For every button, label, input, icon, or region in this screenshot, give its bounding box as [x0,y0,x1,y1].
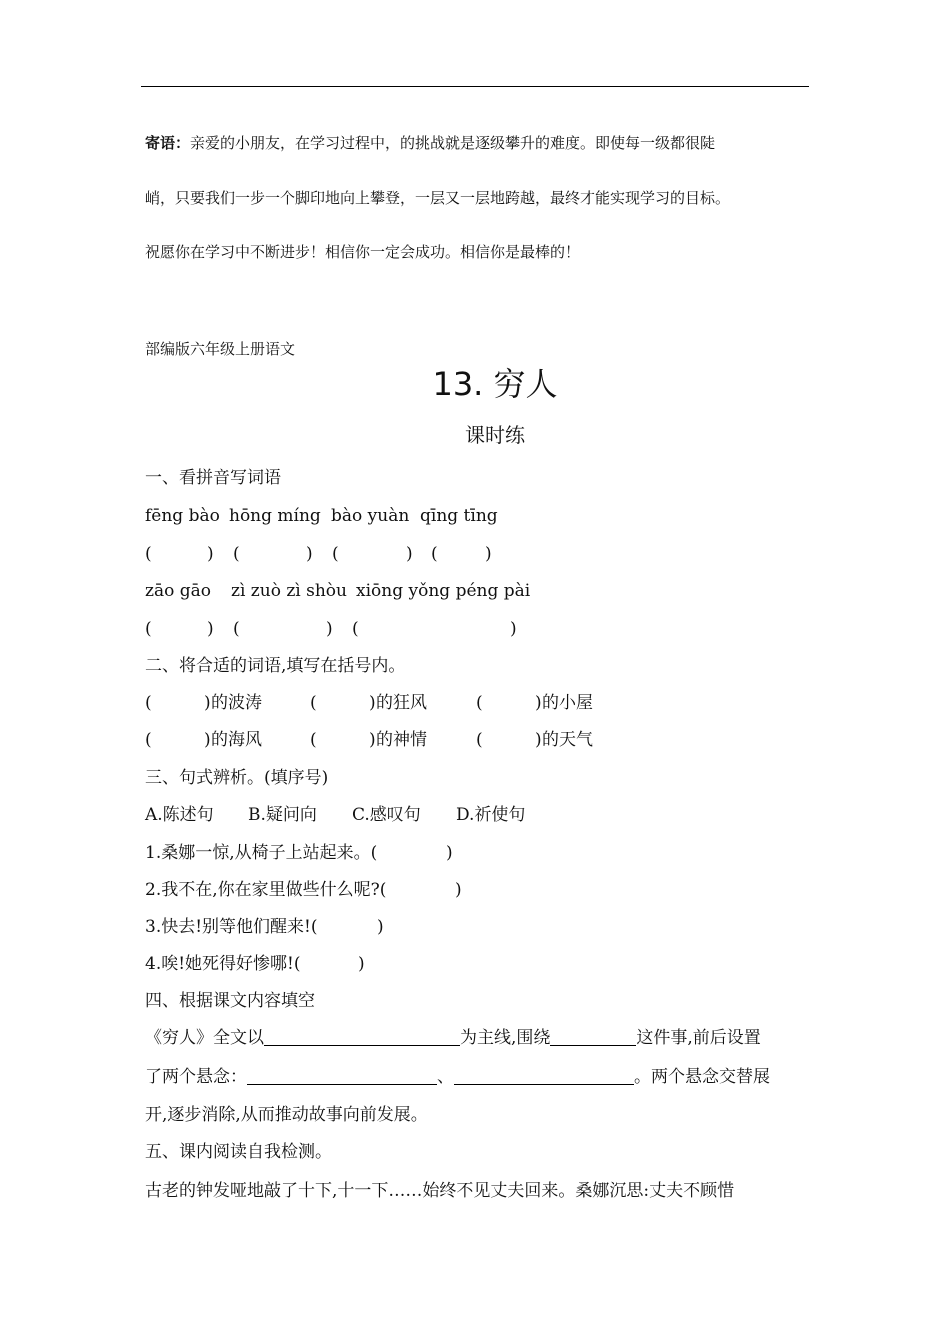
open-paren: ( [476,730,483,750]
question-text: 1.桑娜一惊,从椅子上站起来。( [145,843,378,863]
question-text: 3.快去!别等他们醒来!( [145,917,318,937]
question-text: 4.唉!她死得好惨哪!( [145,954,301,974]
header-rule [141,86,809,87]
reading-text: 古老的钟发哑地敲了十下,十一下……始终不见丈夫回来。桑娜沉思:丈夫不顾惜 [145,1181,735,1201]
option-b: B.疑问向 [248,805,317,825]
close-paren: ) [306,544,313,564]
open-paren: ( [145,730,152,750]
message-text-1: 亲爱的小朋友，在学习过程中，的挑战就是逐级攀升的难度。即使每一级都很陡 [190,134,716,152]
question-item-3 [0,916,950,938]
open-paren: ( [310,693,317,713]
question-text: 2.我不在,你在家里做些什么呢?( [145,880,387,900]
message-line-3: 祝愿你在学习中不断进步！相信你一定会成功。相信你是最棒的！ [145,243,581,261]
section-5-heading: 五、课内阅读自我检测。 [145,1142,332,1162]
open-paren: ( [431,544,438,564]
fill-text: 这件事,前后设置 [636,1028,761,1048]
open-paren: ( [233,619,240,639]
fill-word: 的海风 [211,730,262,750]
open-paren: ( [145,619,152,639]
section-4-heading: 四、根据课文内容填空 [145,991,315,1011]
close-paren: ) [535,730,542,750]
fill-row-2 [0,729,950,751]
blank-line [247,1066,437,1085]
options-row [0,804,950,826]
fill-text: 了两个悬念： [145,1067,247,1087]
fill-text: 《穷人》全文以 [145,1028,264,1048]
open-paren: ( [352,619,359,639]
pinyin-item: zāo gāo [145,581,211,601]
fill-text: 、 [437,1067,454,1087]
message-label: 寄语： [145,134,191,152]
fill-word: 的天气 [542,730,593,750]
open-paren: ( [310,730,317,750]
section-2-heading: 二、将合适的词语,填写在括号内。 [145,656,406,676]
pinyin-row-2 [0,580,950,602]
fill-word: 的小屋 [542,693,593,713]
close-paren: ) [326,619,333,639]
fill-text: 为主线,围绕 [460,1028,551,1048]
close-paren: ) [455,880,462,900]
page-title: 13. 穷人 [432,365,558,403]
close-paren: ) [446,843,453,863]
question-item-2 [0,879,950,901]
pinyin-item: hōng míng [229,506,321,526]
close-paren: ) [485,544,492,564]
open-paren: ( [145,544,152,564]
close-paren: ) [406,544,413,564]
section-1-heading: 一、看拼音写词语 [145,468,281,488]
close-paren: ) [207,544,214,564]
message-line-1 [145,133,810,153]
pinyin-item: qīng tīng [420,506,498,526]
open-paren: ( [233,544,240,564]
pinyin-item: xiōng yǒng péng pài [356,581,531,601]
open-paren: ( [476,693,483,713]
close-paren: ) [369,693,376,713]
blank-line [550,1027,636,1046]
fill-sentence-line-2 [145,1066,770,1088]
option-d: D.祈使句 [456,805,526,825]
fill-sentence-line-1 [145,1027,761,1049]
close-paren: ) [204,730,211,750]
fill-word: 的狂风 [376,693,427,713]
close-paren: ) [207,619,214,639]
close-paren: ) [377,917,384,937]
fill-sentence-line-3: 开,逐步消除,从而推动故事向前发展。 [145,1105,428,1125]
answer-row-1 [0,543,950,565]
pinyin-item: fēng bào [145,506,220,526]
blank-line [454,1066,634,1085]
fill-word: 的神情 [376,730,427,750]
blank-line [264,1027,460,1046]
close-paren: ) [369,730,376,750]
question-item-4 [0,953,950,975]
close-paren: ) [510,619,517,639]
series-label: 部编版六年级上册语文 [145,340,296,358]
answer-row-2 [0,618,950,640]
option-a: A.陈述句 [145,805,214,825]
pinyin-item: bào yuàn [331,506,410,526]
fill-text: 。两个悬念交替展 [634,1067,770,1087]
pinyin-row-1 [0,505,950,527]
close-paren: ) [358,954,365,974]
section-3-heading: 三、句式辨析。(填序号) [145,768,329,788]
option-c: C.感叹句 [352,805,421,825]
close-paren: ) [535,693,542,713]
page-subtitle: 课时练 [465,423,525,447]
fill-row-1 [0,692,950,714]
open-paren: ( [332,544,339,564]
message-line-2: 峭，只要我们一步一个脚印地向上攀登，一层又一层地跨越，最终才能实现学习的目标。 [145,189,731,207]
pinyin-item: zì zuò zì shòu [231,581,347,601]
question-item-1 [0,842,950,864]
fill-word: 的波涛 [211,693,262,713]
close-paren: ) [204,693,211,713]
open-paren: ( [145,693,152,713]
